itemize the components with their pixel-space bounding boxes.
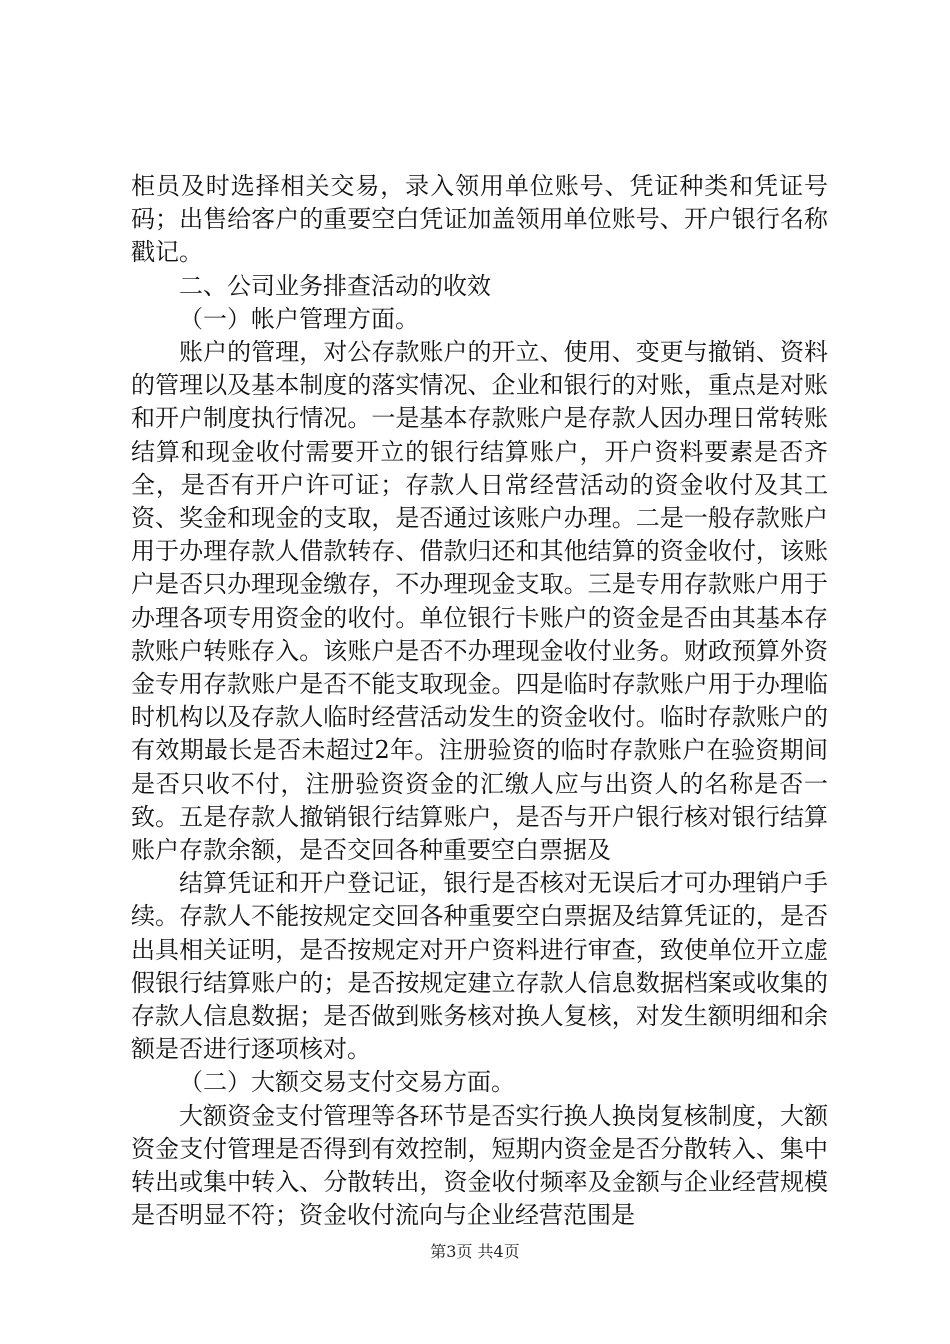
paragraph-continuation: 柜员及时选择相关交易，录入领用单位账号、凭证种类和凭证号码；出售给客户的重要空白凭证加盖领用单位账号、开户银行名称戳记。 (131, 172, 828, 267)
section-heading: 二、公司业务排查活动的收效 (179, 271, 491, 300)
paragraph-account-management: 账户的管理，对公存款账户的开立、使用、变更与撤销、资料的管理以及基本制度的落实情况、企业和银行的对账，重点是对账和开户制度执行情况。一是基本存款账户是存款人因办理日常转账结算和现金收付需要开立的银行结算账户，开户资料要素是否齐全，是否有开户许可证；存款人日常经营活动的资金收付及其工资、奖金和现金的支取，是否通过该账户办理。二是一般存款账户用于办理存款人借款转存、借款归还和其他结算的资金收付，该账户是否只办理现金缴存，不办理现金支取。三是专用存款账户用于办理各项专用资金的收付。单位银行卡账户的资金是否由其基本存款账户转账存入。该账户是否不办理现金收付业务。财政预算外资金专用存款账户是否不能支取现金。四是临时存款账户用于办理临时机构以及存款人临时经营活动发生的资金收付。临时存款账户的有效期最长是否未超过2年。注册验资的临时存款账户在验资期间是否只收不付，注册验资资金的汇缴人应与出资人的名称是否一致。五是存款人撤销银行结算账户，是否与开户银行核对银行结算账户存款余额，是否交回各种重要空白票据及 (131, 338, 828, 865)
subsection-heading-large-transactions: （二）大额交易支付交易方面。 (179, 1068, 515, 1097)
paragraph-large-transactions: 大额资金支付管理等各环节是否实行换人换岗复核制度，大额资金支付管理是否得到有效控制，短期内资金是否分散转入、集中转出或集中转入、分散转出，资金收付频率及金额与企业经营规模是否明显不符；资金收付流向与企业经营范围是 (131, 1101, 828, 1230)
paragraph-account-closing: 结算凭证和开户登记证，银行是否核对无误后才可办理销户手续。存款人不能按规定交回各种重要空白票据及结算凭证的，是否出具相关证明，是否按规定对开户资料进行审查，致使单位开立虚假银行结算账户的；是否按规定建立存款人信息数据档案或收集的存款人信息数据；是否做到账务核对换人复核，对发生额明细和余额是否进行逐项核对。 (131, 869, 828, 1064)
subsection-heading-account-management: （一）帐户管理方面。 (179, 304, 419, 333)
page-number-footer: 第3页 共4页 (430, 1242, 520, 1261)
document-body (131, 170, 828, 1233)
